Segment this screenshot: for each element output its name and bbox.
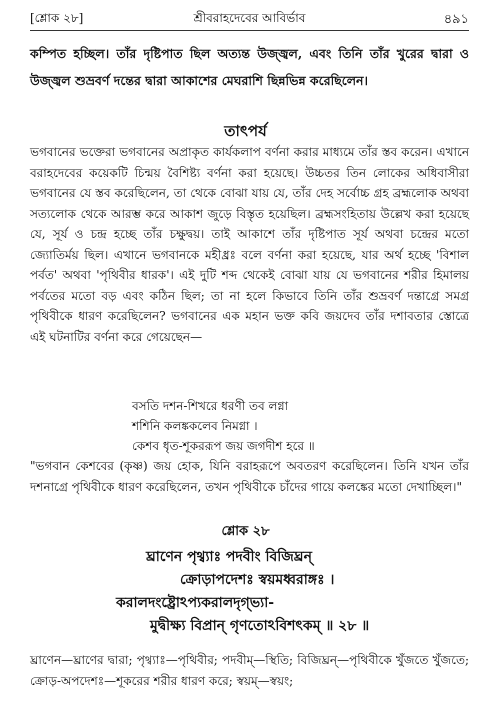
sloka-line: করালদংষ্ট্রোঽপ্যকরালদৃগ্ভ্যা- [116, 595, 275, 611]
sloka-line: ঘ্রাণেন পৃথ্ব্যাঃ পদবীং বিজিঘ্রন্ [146, 549, 312, 565]
purport-text: ভগবানের ভক্তেরা ভগবানের অপ্রাকৃত কার্যকলাপ বর্ণনা করার মাধ্যমে তাঁর স্তব করেন। এখানে বরাহদেবের কয়েকটি চিন্ময় বৈশিষ্ট্য বর্ণনা করা হয়েছে। উচ্চতর তিন লোকের অধিবাসীরা ভগবানের যে স্তব করেছিলেন, তা থেকে বোঝা যায় যে, তাঁর দেহ সর্বোচ্চ গ্রহ ব্রহ্মলোক অথবা সত্যলোক থেকে আরম্ভ করে আকাশ জুড়ে বিস্তৃত হয়েছিল। ব্রহ্মসংহিতায় উল্লেখ করা হয়েছে যে, সূর্য ও চন্দ্র হচ্ছে তাঁর চক্ষুদ্বয়। তাই আকাশে তাঁর দৃষ্টিপাত সূর্য অথবা চন্দ্রের মতো জ্যোতির্ময় ছিল। এখানে ভগবানকে মহীধ্রঃ বলে বর্ণনা করা হয়েছে, যার অর্থ হচ্ছে 'বিশাল পর্বত' অথবা 'পৃথিবীর ধারক'। এই দুটি শব্দ থেকেই বোঝা যায় যে ভগবানের শরীর হিমালয় পর্বতের মতো বড় এবং কঠিন ছিল; তা না হলে কিভাবে তিনি তাঁর শুভ্রবর্ণ দন্তাগ্রে সমগ্র পৃথিবীকে ধারণ করেছিলেন? ভগবানের এক মহান ভক্ত কবি জয়দেব তাঁর দশাবতার স্তোত্রে এই ঘটনাটির বর্ণনা করে গেয়েছেন— [30, 145, 469, 344]
purport-heading: তাৎপর্য [224, 122, 267, 140]
sloka-text [0, 546, 491, 638]
intro-paragraph: কম্পিত হচ্ছিল। তাঁর দৃষ্টিপাত ছিল অত্যন্ত উজ্জ্বল, এবং তিনি তাঁর খুরের দ্বারা ও উজ্জ্বল শুভ্রবর্ণ দন্তের দ্বারা আকাশের মেঘরাশি ছিন্নভিন্ন করেছিলেন। [30, 46, 469, 88]
quoted-verse-line: কেশব ধৃত-শূকররূপ জয় জগদীশ হরে ॥ [132, 439, 315, 453]
sloka-title: শ্লোক ২৮ [221, 524, 270, 539]
quoted-verse [132, 396, 315, 456]
word-synonyms: ঘ্রাণেন—ঘ্রাণের দ্বারা; পৃথ্ব্যাঃ—পৃথিবীর; পদবীম্—স্থিতি; বিজিঘ্রন্—পৃথিবীকে খুঁজতে খুঁজতে; ক্রোড়-অপদেশঃ—শূকরের শরীর ধারণ করে; স্বয়ম্—স্বয়ং; [30, 653, 469, 688]
header-divider [30, 30, 469, 31]
verse-translation: "ভগবান কেশবের (কৃষ্ণ) জয় হোক, যিনি বরাহরূপে অবতরণ করেছিলেন। তিনি যখন তাঁর দশনাগ্রে পৃথিবীকে ধারণ করেছিলেন, তখন পৃথিবীকে চাঁদের গায়ে কলঙ্কের মতো দেখাচ্ছিল।" [30, 459, 469, 494]
quoted-verse-line: বসতি দশন-শিখরে ধরণী তব লগ্না [132, 399, 289, 413]
header-verse-ref: [শ্লোক ২৮] [30, 11, 84, 25]
page-number: ৪৯১ [443, 12, 469, 27]
quoted-verse-line: শশিনি কলঙ্ককলেব নিমগ্না । [132, 419, 258, 433]
sloka-line: ক্রোড়াপদেশঃ স্বয়মধ্বরাঙ্গঃ । [180, 572, 335, 588]
header-chapter-title: শ্রীবরাহদেবের আবির্ভাব [193, 11, 306, 25]
sloka-line: মুদ্বীক্ষ্য বিপ্রান্ গৃণতোঽবিশৎকম্ ॥ ২৮ ॥ [150, 618, 370, 634]
running-header [30, 8, 469, 28]
